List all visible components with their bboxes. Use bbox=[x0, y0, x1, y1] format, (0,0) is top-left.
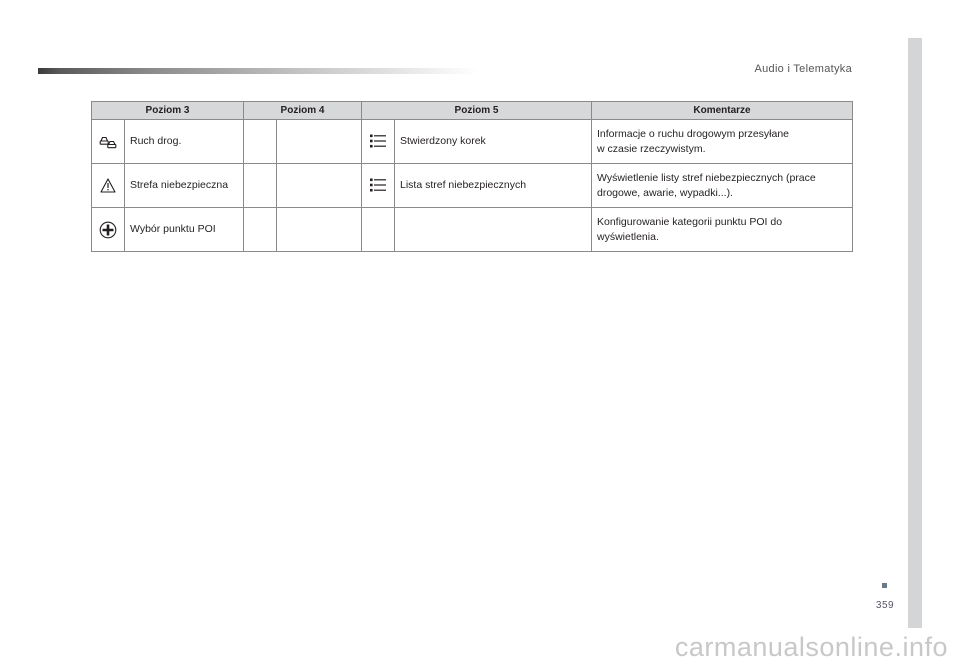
watermark: carmanualsonline.info bbox=[674, 632, 948, 662]
header-komentarze: Komentarze bbox=[592, 102, 853, 120]
level4-label bbox=[277, 164, 362, 208]
table-row bbox=[92, 164, 853, 208]
comment-cell bbox=[592, 208, 853, 252]
level3-icon-cell bbox=[92, 164, 125, 208]
table-header-row bbox=[92, 102, 853, 120]
side-strip bbox=[908, 38, 922, 628]
list-icon bbox=[370, 134, 386, 148]
level5-icon-cell bbox=[362, 164, 395, 208]
comment-cell bbox=[592, 120, 853, 164]
level5-label: Lista stref niebezpiecznych bbox=[395, 164, 592, 208]
comment-line: Wyświetlenie listy stref niebezpiecznych (prace bbox=[597, 171, 816, 184]
warning-triangle-icon bbox=[100, 178, 116, 193]
section-title: Audio i Telematyka bbox=[754, 63, 852, 75]
menu-table bbox=[91, 101, 853, 252]
page-marker-dot bbox=[882, 583, 887, 588]
comment-line: Konfigurowanie kategorii punktu POI do bbox=[597, 215, 783, 228]
table-row bbox=[92, 120, 853, 164]
level5-icon-cell bbox=[362, 120, 395, 164]
list-icon bbox=[370, 178, 386, 192]
comment-line: wyświetlenia. bbox=[597, 230, 659, 243]
level5-icon-cell bbox=[362, 208, 395, 252]
comment-line: w czasie rzeczywistym. bbox=[597, 142, 706, 155]
page-number: 359 bbox=[875, 600, 895, 611]
comment-cell bbox=[592, 164, 853, 208]
car-traffic-icon bbox=[99, 134, 117, 150]
header-gradient-bar bbox=[38, 68, 478, 74]
level4-icon-cell bbox=[244, 120, 277, 164]
level5-label bbox=[395, 208, 592, 252]
level4-label bbox=[277, 208, 362, 252]
level4-icon-cell bbox=[244, 208, 277, 252]
comment-line: Informacje o ruchu drogowym przesyłane bbox=[597, 127, 790, 140]
level3-label: Ruch drog. bbox=[125, 120, 244, 164]
header-poziom-5: Poziom 5 bbox=[362, 102, 592, 120]
level3-label: Strefa niebezpieczna bbox=[125, 164, 244, 208]
level4-label bbox=[277, 120, 362, 164]
header-poziom-3: Poziom 3 bbox=[92, 102, 244, 120]
level3-icon-cell bbox=[92, 120, 125, 164]
level4-icon-cell bbox=[244, 164, 277, 208]
table-row bbox=[92, 208, 853, 252]
level3-icon-cell bbox=[92, 208, 125, 252]
poi-plus-icon bbox=[99, 221, 117, 239]
level3-label: Wybór punktu POI bbox=[125, 208, 244, 252]
level5-label: Stwierdzony korek bbox=[395, 120, 592, 164]
comment-line: drogowe, awarie, wypadki...). bbox=[597, 186, 733, 199]
header-poziom-4: Poziom 4 bbox=[244, 102, 362, 120]
